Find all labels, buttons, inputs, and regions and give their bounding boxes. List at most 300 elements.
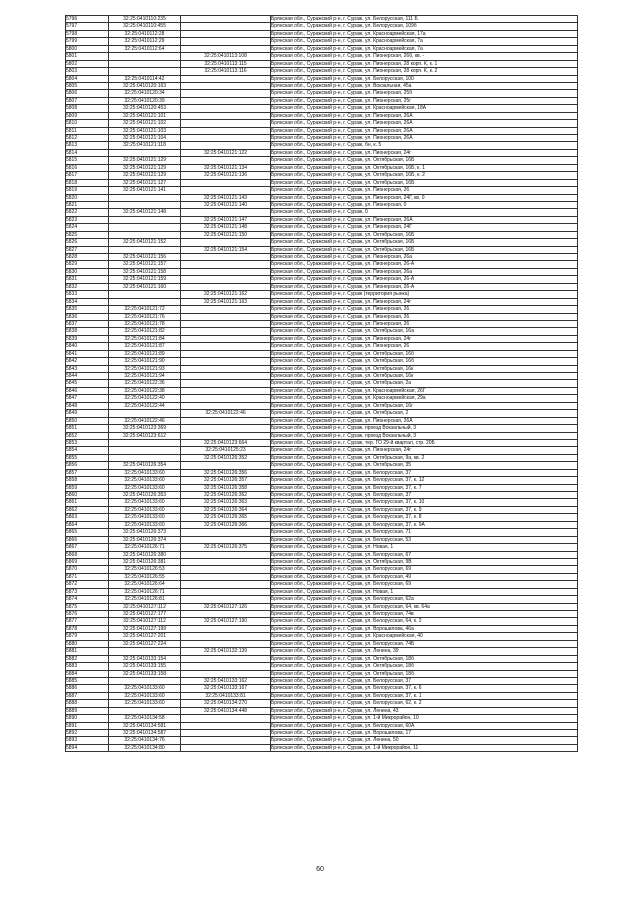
cadastral-number-parcel-cell: 32:25:0410127:177 xyxy=(109,611,181,618)
table-row xyxy=(66,60,578,67)
table-row xyxy=(66,469,578,476)
cadastral-number-parcel-cell: 32:25:0410121:159 xyxy=(109,276,181,283)
row-number-cell: 5849 xyxy=(66,410,109,417)
address-cell: Брянская обл., Суражский р-н, г. Сураж, ул. Пионерская, 24г xyxy=(271,149,578,156)
table-row xyxy=(66,157,578,164)
row-number-cell: 5868 xyxy=(66,551,109,558)
row-number-cell: 5811 xyxy=(66,127,109,134)
address-cell: Брянская обл., Суражский р-н, г. Сураж, проезд Вокзальный, 3 xyxy=(271,432,578,439)
cadastral-number-parcel-cell: 32:25:0410126:71 xyxy=(109,588,181,595)
row-number-cell: 5888 xyxy=(66,700,109,707)
table-row xyxy=(66,90,578,97)
address-cell: Брянская обл., Суражский р-н, г. Сураж, ул. Октябрьская, 2а xyxy=(271,380,578,387)
table-row xyxy=(66,663,578,670)
row-number-cell: 5817 xyxy=(66,172,109,179)
cadastral-number-parcel-cell: 32:25:0410112:29 xyxy=(109,38,181,45)
cadastral-number-parcel-cell: 32:25:0410126:64 xyxy=(109,581,181,588)
row-number-cell: 5882 xyxy=(66,655,109,662)
table-row xyxy=(66,268,578,275)
cadastral-number-object-cell: 32:25:0410126:375 xyxy=(181,544,271,551)
table-row xyxy=(66,306,578,313)
row-number-cell: 5840 xyxy=(66,343,109,350)
row-number-cell: 5839 xyxy=(66,335,109,342)
address-cell: Брянская обл., Суражский р-н, г. Сураж, ул. Пионерская, 26 xyxy=(271,343,578,350)
table-row xyxy=(66,477,578,484)
row-number-cell: 5886 xyxy=(66,685,109,692)
cadastral-number-parcel-cell: 32:25:0410121:104 xyxy=(109,135,181,142)
cadastral-number-object-cell xyxy=(181,558,271,565)
cadastral-number-parcel-cell: 32:25:0410121:101 xyxy=(109,112,181,119)
table-row xyxy=(66,135,578,142)
address-cell: Брянская обл., Суражский р-н, г. Сураж, ул. Пионерская, 26 xyxy=(271,187,578,194)
cadastral-number-object-cell xyxy=(181,283,271,290)
cadastral-number-parcel-cell: 32:25:0410121:72 xyxy=(109,306,181,313)
address-cell: Брянская обл., Суражский р-н, г. Сураж, ул. Пионерская, 26б, кв. - xyxy=(271,53,578,60)
address-cell: Брянская обл., Суражский р-н, г. Сураж, ул. Пионерская, 26 xyxy=(271,306,578,313)
row-number-cell: 5869 xyxy=(66,558,109,565)
table-row xyxy=(66,82,578,89)
table-row xyxy=(66,239,578,246)
cadastral-number-parcel-cell: 32:25:0410121:84 xyxy=(109,335,181,342)
row-number-cell: 5854 xyxy=(66,447,109,454)
row-number-cell: 5894 xyxy=(66,744,109,751)
row-number-cell: 5801 xyxy=(66,53,109,60)
cadastral-number-object-cell: 32:25:0410121:136 xyxy=(181,172,271,179)
row-number-cell: 5850 xyxy=(66,417,109,424)
address-cell: Брянская обл., Суражский р-н, г. Сураж, ул. Октябрьская, 9а, кв. 2 xyxy=(271,454,578,461)
table-row xyxy=(66,23,578,30)
table-row xyxy=(66,439,578,446)
row-number-cell: 5876 xyxy=(66,611,109,618)
row-number-cell: 5859 xyxy=(66,484,109,491)
table-row xyxy=(66,447,578,454)
cadastral-number-parcel-cell: 32:25:0410121:82 xyxy=(109,328,181,335)
table-row xyxy=(66,395,578,402)
cadastral-number-parcel-cell: 32:25:0410127:224 xyxy=(109,640,181,647)
cadastral-number-parcel-cell xyxy=(109,677,181,684)
cadastral-number-parcel-cell: 32:25:0410121:89 xyxy=(109,350,181,357)
cadastral-number-object-cell xyxy=(181,90,271,97)
table-row xyxy=(66,618,578,625)
cadastral-number-parcel-cell: 32:25:0410121:102 xyxy=(109,120,181,127)
cadastral-number-object-cell: 32:25:0410126:363 xyxy=(181,499,271,506)
address-cell: Брянская обл., Суражский р-н, г. Сураж, ул. Красноармейская, 17а xyxy=(271,30,578,37)
cadastral-number-parcel-cell: 32:25:0410133:60 xyxy=(109,499,181,506)
address-cell: Брянская обл., Суражский р-н, г. Сураж, ул. Октябрьская, 18б xyxy=(271,670,578,677)
cadastral-number-object-cell: 32:25:0410133:167 xyxy=(181,685,271,692)
row-number-cell: 5810 xyxy=(66,120,109,127)
row-number-cell: 5836 xyxy=(66,313,109,320)
cadastral-number-parcel-cell: 32:25:0410127:199 xyxy=(109,625,181,632)
address-cell: Брянская обл., Суражский р-н, г. Сураж, ул. Пионерская, 28 корп. К, к. 1 xyxy=(271,60,578,67)
cadastral-number-parcel-cell: 32:25:0410123:369 xyxy=(109,425,181,432)
address-cell: Брянская обл., Суражский р-н, г. Сураж, ул. Октябрьская, 9В xyxy=(271,558,578,565)
address-cell: Брянская обл., Суражский р-н, г. Сураж, ул. Белорусская, 62а xyxy=(271,596,578,603)
cadastral-number-parcel-cell: 32:25:0410120:163 xyxy=(109,82,181,89)
address-cell: Брянская обл., Суражский р-н, г. Сураж, ул. Пионерская, 24г xyxy=(271,335,578,342)
row-number-cell: 5862 xyxy=(66,506,109,513)
row-number-cell: 5812 xyxy=(66,135,109,142)
cadastral-number-object-cell: 32:25:0410132:139 xyxy=(181,648,271,655)
cadastral-number-parcel-cell xyxy=(109,648,181,655)
row-number-cell: 5893 xyxy=(66,737,109,744)
table-row xyxy=(66,30,578,37)
row-number-cell: 5843 xyxy=(66,365,109,372)
cadastral-number-object-cell: 32:25:0410121:148 xyxy=(181,224,271,231)
table-row xyxy=(66,231,578,238)
cadastral-number-parcel-cell: 32:25:0410133:60 xyxy=(109,477,181,484)
cadastral-number-parcel-cell: 32:25:0410112:64 xyxy=(109,45,181,52)
cadastral-number-parcel-cell: 32:25:0410134:587 xyxy=(109,730,181,737)
row-number-cell: 5873 xyxy=(66,588,109,595)
cadastral-number-parcel-cell xyxy=(109,454,181,461)
cadastral-number-parcel-cell: 32:25:0410122:38 xyxy=(109,387,181,394)
cadastral-number-object-cell xyxy=(181,276,271,283)
table-row xyxy=(66,521,578,528)
cadastral-number-parcel-cell xyxy=(109,231,181,238)
cadastral-number-object-cell: 32:25:0410127:126 xyxy=(181,603,271,610)
cadastral-number-parcel-cell: 32:25:0410126:374 xyxy=(109,536,181,543)
table-row xyxy=(66,254,578,261)
table-row xyxy=(66,536,578,543)
table-row xyxy=(66,350,578,357)
cadastral-number-parcel-cell: 32:25:0410122:46 xyxy=(109,417,181,424)
cadastral-number-parcel-cell: 32:25:0410127:112 xyxy=(109,618,181,625)
cadastral-number-object-cell xyxy=(181,581,271,588)
table-row xyxy=(66,283,578,290)
cadastral-number-parcel-cell: 32:25:0410133:60 xyxy=(109,700,181,707)
row-number-cell: 5853 xyxy=(66,439,109,446)
address-cell: Брянская обл., Суражский р-н, г. Сураж, ул. Красноармейская, 26Г xyxy=(271,387,578,394)
cadastral-number-object-cell xyxy=(181,209,271,216)
cadastral-number-object-cell: 32:25:0410121:134 xyxy=(181,164,271,171)
address-cell: Брянская обл., Суражский р-н, г. Сураж, ул. Октябрьская, 35 xyxy=(271,462,578,469)
cadastral-number-parcel-cell: 32:25:0410110:235 xyxy=(109,16,181,23)
table-row xyxy=(66,744,578,751)
cadastral-number-parcel-cell: 32:25:0410120:453 xyxy=(109,105,181,112)
row-number-cell: 5822 xyxy=(66,209,109,216)
table-row xyxy=(66,499,578,506)
table-row xyxy=(66,313,578,320)
cadastral-number-object-cell xyxy=(181,365,271,372)
address-cell: Брянская обл., Суражский р-н, г. Сураж, ул. Октябрьская, 16б xyxy=(271,358,578,365)
table-row xyxy=(66,387,578,394)
cadastral-number-parcel-cell xyxy=(109,68,181,75)
row-number-cell: 5804 xyxy=(66,75,109,82)
address-cell: Брянская обл., Суражский р-н, г. Сураж, ул. Пионерская, 26 xyxy=(271,313,578,320)
table-row xyxy=(66,45,578,52)
row-number-cell: 5805 xyxy=(66,82,109,89)
cadastral-number-object-cell xyxy=(181,722,271,729)
address-cell: Брянская обл., Суражский р-н, г. Сураж, ул. 1-й Микрорайон, 11 xyxy=(271,744,578,751)
row-number-cell: 5819 xyxy=(66,187,109,194)
row-number-cell: 5842 xyxy=(66,358,109,365)
cadastral-number-object-cell xyxy=(181,417,271,424)
table-row xyxy=(66,454,578,461)
cadastral-number-parcel-cell: 32:25:0410126:354 xyxy=(109,462,181,469)
cadastral-number-parcel-cell xyxy=(109,291,181,298)
cadastral-number-object-cell xyxy=(181,737,271,744)
cadastral-number-object-cell xyxy=(181,38,271,45)
cadastral-number-object-cell xyxy=(181,596,271,603)
cadastral-number-object-cell xyxy=(181,566,271,573)
cadastral-number-object-cell xyxy=(181,179,271,186)
cadastral-number-parcel-cell: 32:25:0410121:118 xyxy=(109,142,181,149)
address-cell: Брянская обл., Суражский р-н, г. Сураж, ул. Октябрьская, 16к xyxy=(271,365,578,372)
cadastral-number-parcel-cell: 32:25:0410121:157 xyxy=(109,261,181,268)
cadastral-number-parcel-cell: 32:25:0410126:373 xyxy=(109,529,181,536)
cadastral-number-parcel-cell: 32:25:0410121:152 xyxy=(109,239,181,246)
cadastral-number-object-cell xyxy=(181,529,271,536)
table-row xyxy=(66,410,578,417)
address-cell: Брянская обл., Суражский р-н, г. Сураж, ул. Красноармейская, 7а xyxy=(271,45,578,52)
address-cell: Брянская обл., Суражский р-н, г. Сураж, ул. Октябрьская, 16Б, к. 2 xyxy=(271,172,578,179)
cadastral-number-parcel-cell xyxy=(109,224,181,231)
row-number-cell: 5848 xyxy=(66,402,109,409)
row-number-cell: 5806 xyxy=(66,90,109,97)
row-number-cell: 5796 xyxy=(66,16,109,23)
address-cell: Брянская обл., Суражский р-н, г. Сураж, ул. Белорусская, 74в xyxy=(271,611,578,618)
cadastral-number-parcel-cell: 32:25:0410121:141 xyxy=(109,187,181,194)
cadastral-number-parcel-cell: 32:25:0410134:76 xyxy=(109,737,181,744)
table-row xyxy=(66,105,578,112)
table-row xyxy=(66,216,578,223)
cadastral-number-object-cell xyxy=(181,380,271,387)
row-number-cell: 5871 xyxy=(66,573,109,580)
row-number-cell: 5887 xyxy=(66,692,109,699)
address-cell: Брянская обл., Суражский р-н, г. Сураж, ул. Вокзальная, 45а xyxy=(271,82,578,89)
address-cell: Брянская обл., Суражский р-н, г. Сураж, ул. Ленина, 50 xyxy=(271,737,578,744)
table-row xyxy=(66,142,578,149)
table-row xyxy=(66,187,578,194)
cadastral-number-parcel-cell xyxy=(109,439,181,446)
row-number-cell: 5865 xyxy=(66,529,109,536)
cadastral-number-object-cell xyxy=(181,633,271,640)
cadastral-number-object-cell: 32:25:0410121:122 xyxy=(181,149,271,156)
table-row xyxy=(66,179,578,186)
cadastral-number-parcel-cell: 32:25:0410126:353 xyxy=(109,492,181,499)
table-row xyxy=(66,529,578,536)
table-row xyxy=(66,677,578,684)
cadastral-number-parcel-cell: 32:25:0410121:103 xyxy=(109,127,181,134)
row-number-cell: 5856 xyxy=(66,462,109,469)
table-row xyxy=(66,343,578,350)
row-number-cell: 5837 xyxy=(66,320,109,327)
row-number-cell: 5880 xyxy=(66,640,109,647)
table-row xyxy=(66,692,578,699)
table-row xyxy=(66,588,578,595)
cadastral-number-parcel-cell xyxy=(109,410,181,417)
cadastral-number-object-cell xyxy=(181,254,271,261)
address-cell: Брянская обл., Суражский р-н, г. Сураж, ул. Ворошилова, 17 xyxy=(271,730,578,737)
table-row xyxy=(66,75,578,82)
cadastral-number-object-cell xyxy=(181,261,271,268)
cadastral-number-parcel-cell: 32:25:0410126:381 xyxy=(109,558,181,565)
address-cell: Брянская обл., Суражский р-н, г. Сураж, ул. Белорусская, 69 xyxy=(271,581,578,588)
address-cell: Брянская обл., Суражский р-н, г. Сураж, ул. Белорусская, 64, кв. 64а xyxy=(271,603,578,610)
registry-table xyxy=(65,15,578,752)
address-cell: Брянская обл., Суражский р-н, г. Сураж, ул. Белорусская, 111 Б xyxy=(271,16,578,23)
cadastral-number-object-cell: 32:25:0410127:190 xyxy=(181,618,271,625)
cadastral-number-object-cell xyxy=(181,432,271,439)
table-row xyxy=(66,730,578,737)
cadastral-number-object-cell xyxy=(181,611,271,618)
row-number-cell: 5870 xyxy=(66,566,109,573)
row-number-cell: 5824 xyxy=(66,224,109,231)
row-number-cell: 5803 xyxy=(66,68,109,75)
address-cell: Брянская обл., Суражский р-н, г. Сураж, ул. Пионерская, 26А xyxy=(271,127,578,134)
row-number-cell: 5878 xyxy=(66,625,109,632)
table-row xyxy=(66,633,578,640)
cadastral-number-parcel-cell: 32:25:0410133:60 xyxy=(109,506,181,513)
cadastral-number-parcel-cell: 32:25:0410121:129 xyxy=(109,157,181,164)
cadastral-number-parcel-cell: 32:25:0410121:94 xyxy=(109,373,181,380)
cadastral-number-parcel-cell: 32:25:0410133:60 xyxy=(109,685,181,692)
address-cell: Брянская обл., Суражский р-н, г. Сураж, ул. Ленина, 43 xyxy=(271,707,578,714)
row-number-cell: 5833 xyxy=(66,291,109,298)
table-row xyxy=(66,432,578,439)
cadastral-number-parcel-cell: 32:25:0410121:129 xyxy=(109,164,181,171)
table-row xyxy=(66,328,578,335)
cadastral-number-object-cell: 32:25:0410126:357 xyxy=(181,477,271,484)
cadastral-number-object-cell xyxy=(181,655,271,662)
row-number-cell: 5797 xyxy=(66,23,109,30)
cadastral-number-parcel-cell: 32:25:0410126:380 xyxy=(109,551,181,558)
address-cell: Брянская обл., Суражский р-н, г. Сураж, ул. Белорусская, 37, к. 6 xyxy=(271,685,578,692)
address-cell: Брянская обл., Суражский р-н, г. Сураж, ул. Белорусская, 64, к. 2 xyxy=(271,618,578,625)
cadastral-number-object-cell xyxy=(181,120,271,127)
page-number: 60 xyxy=(316,866,324,873)
address-cell: Брянская обл., Суражский р-н, г. Сураж, ул. Пионерская, 26а xyxy=(271,254,578,261)
row-number-cell: 5820 xyxy=(66,194,109,201)
table-row xyxy=(66,380,578,387)
cadastral-number-object-cell xyxy=(181,373,271,380)
table-row xyxy=(66,53,578,60)
cadastral-number-parcel-cell xyxy=(109,201,181,208)
cadastral-number-object-cell: 32:25:0410123:664 xyxy=(181,439,271,446)
cadastral-number-parcel-cell: 32:25:0410121:78 xyxy=(109,320,181,327)
cadastral-number-object-cell xyxy=(181,551,271,558)
address-cell: Брянская обл., Суражский р-н, г. Сураж, ул. Пионерская, 26 xyxy=(271,320,578,327)
address-cell: Брянская обл., Суражский р-н, г. Сураж, ул. Белорусская, 69 xyxy=(271,566,578,573)
address-cell: Брянская обл., Суражский р-н, г. Сураж, ул. Пионерская, 26-А xyxy=(271,283,578,290)
cadastral-number-parcel-cell: 32:25:0410121:160 xyxy=(109,283,181,290)
address-cell: Брянская обл., Суражский р-н, г. Сураж, ул. Пионерская, 24г xyxy=(271,298,578,305)
cadastral-number-parcel-cell xyxy=(109,447,181,454)
table-row xyxy=(66,506,578,513)
cadastral-number-object-cell xyxy=(181,395,271,402)
row-number-cell: 5825 xyxy=(66,231,109,238)
row-number-cell: 5884 xyxy=(66,670,109,677)
table-row xyxy=(66,246,578,253)
row-number-cell: 5845 xyxy=(66,380,109,387)
cadastral-number-parcel-cell xyxy=(109,298,181,305)
cadastral-number-parcel-cell: 32:25:0410121:93 xyxy=(109,365,181,372)
row-number-cell: 5877 xyxy=(66,618,109,625)
cadastral-number-parcel-cell: 32:25:0410134:581 xyxy=(109,722,181,729)
row-number-cell: 5891 xyxy=(66,722,109,729)
address-cell: Брянская обл., Суражский р-н, г. Сураж, ул. Белорусская, 37, к. 9А xyxy=(271,521,578,528)
cadastral-number-object-cell xyxy=(181,23,271,30)
address-cell: Брянская обл., Суражский р-н, г. Сураж, ул. Красноармейская, 7а xyxy=(271,38,578,45)
address-cell: Брянская обл., Суражский р-н, г. Сураж, ул. Белорусская, 37, к. 1 xyxy=(271,692,578,699)
cadastral-number-object-cell xyxy=(181,320,271,327)
address-cell: Брянская обл., Суражский р-н, г. Сураж, ул. Октябрьская, 18б xyxy=(271,655,578,662)
address-cell: Брянская обл., Суражский р-н, г. Сураж (территория рынка) xyxy=(271,291,578,298)
table-row xyxy=(66,425,578,432)
address-cell: Брянская обл., Суражский р-н, г. Сураж, ул. Октябрьская, 16Б, к. 1 xyxy=(271,164,578,171)
cadastral-number-object-cell: 32:25:0410125:23 xyxy=(181,447,271,454)
address-cell: Брянская обл., Суражский р-н, г. Сураж, ул. Пионерская, 26А xyxy=(271,216,578,223)
row-number-cell: 5815 xyxy=(66,157,109,164)
address-cell: Брянская обл., Суражский р-н, г. Сураж, ул. Белорусская, 67 xyxy=(271,551,578,558)
table-row xyxy=(66,164,578,171)
cadastral-number-object-cell xyxy=(181,670,271,677)
cadastral-number-object-cell xyxy=(181,127,271,134)
cadastral-number-parcel-cell: 32:25:0410133:60 xyxy=(109,692,181,699)
cadastral-number-parcel-cell: 32:25:0410110:455 xyxy=(109,23,181,30)
row-number-cell: 5883 xyxy=(66,663,109,670)
row-number-cell: 5885 xyxy=(66,677,109,684)
address-cell: Брянская обл., Суражский р-н, г. Сураж, ул. Пионерская, 25б xyxy=(271,90,578,97)
row-number-cell: 5881 xyxy=(66,648,109,655)
table-row xyxy=(66,261,578,268)
address-cell: Брянская обл., Суражский р-н, г. Сураж, ул. Красноармейская, 40 xyxy=(271,633,578,640)
cadastral-number-object-cell xyxy=(181,358,271,365)
row-number-cell: 5846 xyxy=(66,387,109,394)
cadastral-number-object-cell xyxy=(181,536,271,543)
cadastral-number-object-cell: 32:25:0410121:163 xyxy=(181,298,271,305)
cadastral-number-object-cell xyxy=(181,573,271,580)
row-number-cell: 5864 xyxy=(66,521,109,528)
address-cell: Брянская обл., Суражский р-н, г. Сураж, ул. Октябрьская, 18б xyxy=(271,663,578,670)
row-number-cell: 5890 xyxy=(66,715,109,722)
cadastral-number-parcel-cell: 32:25:0410126:55 xyxy=(109,573,181,580)
address-cell: Брянская обл., Суражский р-н, г. Сураж, ул. Белорусская, 37, к. 10 xyxy=(271,499,578,506)
cadastral-number-object-cell: 32:25:0410126:352 xyxy=(181,454,271,461)
row-number-cell: 5875 xyxy=(66,603,109,610)
cadastral-number-parcel-cell: 32:25:0410126:71 xyxy=(109,544,181,551)
address-cell: Брянская обл., Суражский р-н, г. Сураж, ул. Белорусская, 71 xyxy=(271,529,578,536)
table-row xyxy=(66,566,578,573)
address-cell: Брянская обл., Суражский р-н, г. Сураж, ул. Ворошилова, 46а xyxy=(271,625,578,632)
table-row xyxy=(66,335,578,342)
table-row xyxy=(66,655,578,662)
registry-table-body xyxy=(66,16,578,752)
row-number-cell: 5838 xyxy=(66,328,109,335)
address-cell: Брянская обл., Суражский р-н, г. Сураж, ул. Ленина, 39 xyxy=(271,648,578,655)
cadastral-number-object-cell xyxy=(181,187,271,194)
cadastral-number-object-cell: 32:25:0410113:115 xyxy=(181,60,271,67)
cadastral-number-object-cell xyxy=(181,744,271,751)
table-row xyxy=(66,298,578,305)
cadastral-number-parcel-cell xyxy=(109,216,181,223)
cadastral-number-object-cell xyxy=(181,640,271,647)
cadastral-number-parcel-cell: 32:25:0410122:44 xyxy=(109,402,181,409)
row-number-cell: 5866 xyxy=(66,536,109,543)
table-row xyxy=(66,201,578,208)
address-cell: Брянская обл., Суражский р-н, г. Сураж, ул. Пионерская, 26А xyxy=(271,135,578,142)
address-cell: Брянская обл., Суражский р-н, г. Сураж, ул. Белорусская, 100 xyxy=(271,75,578,82)
address-cell: Брянская обл., Суражский р-н, г. Сураж, ул. Пионерская, 26а xyxy=(271,268,578,275)
address-cell: Брянская обл., Суражский р-н, г. Сураж, ул. Пионерская, 24г xyxy=(271,447,578,454)
address-cell: Брянская обл., Суражский р-н, г. Сураж, тер. ГО 29-й квартал, стр. 20Б xyxy=(271,439,578,446)
cadastral-number-object-cell: 32:25:0410113:108 xyxy=(181,53,271,60)
cadastral-number-parcel-cell: 32:25:0410127:112 xyxy=(109,603,181,610)
cadastral-number-object-cell: 32:25:0410122:46 xyxy=(181,410,271,417)
row-number-cell: 5879 xyxy=(66,633,109,640)
row-number-cell: 5818 xyxy=(66,179,109,186)
